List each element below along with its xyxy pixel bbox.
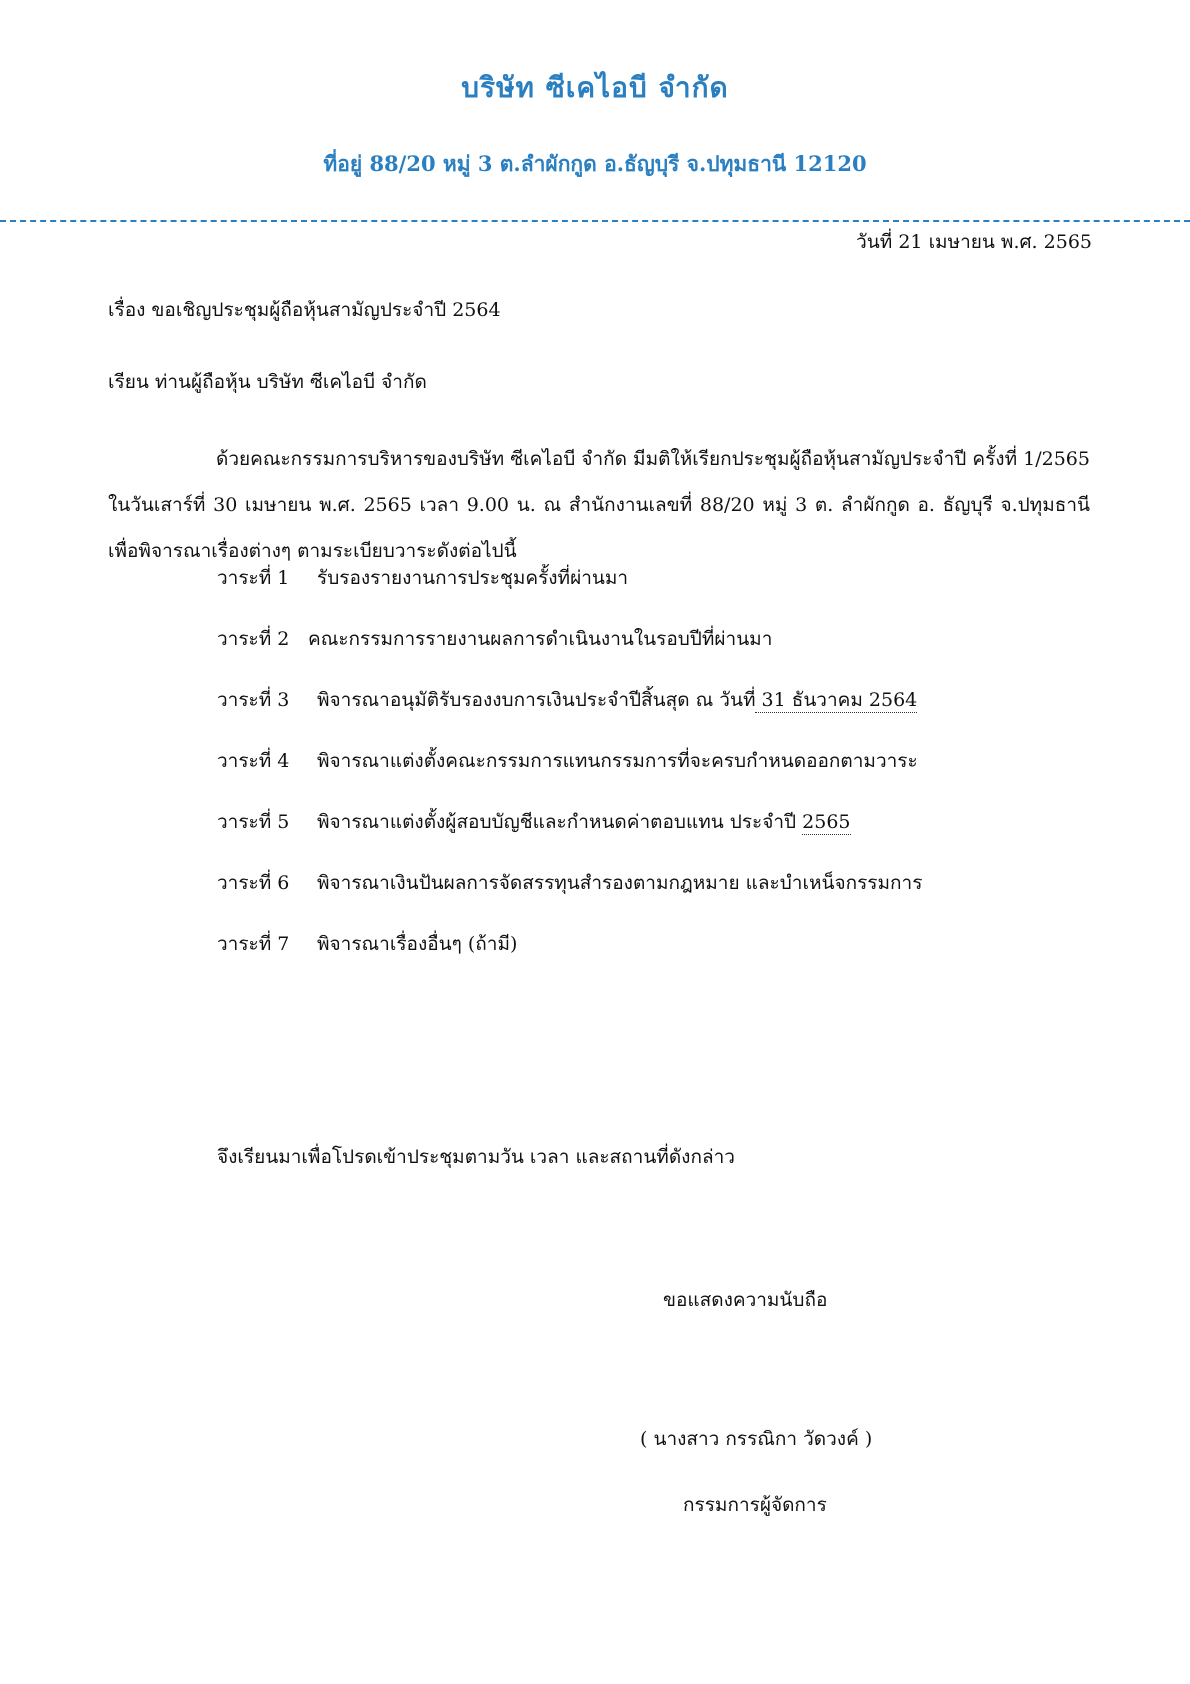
agenda-text: รับรองรายงานการประชุมครั้งที่ผ่านมา: [317, 567, 629, 589]
signer-name: ( นางสาว กรรณิกา วัดวงค์ ): [640, 1428, 873, 1450]
agenda-number: วาระที่ 7: [217, 933, 290, 955]
agenda-item-4: [217, 746, 918, 776]
agenda-text: พิจารณาแต่งตั้งผู้สอบบัญชีและกำหนดค่าตอบแทน ประจำปี: [317, 811, 803, 833]
closing-line: จึงเรียนมาเพื่อโปรดเข้าประชุมตามวัน เวลา และสถานที่ดังกล่าว: [217, 1146, 735, 1168]
agenda-year-underlined: 2565: [802, 811, 851, 833]
signer-title: กรรมการผู้จัดการ: [683, 1494, 827, 1516]
agenda-text: พิจารณาเงินปันผลการจัดสรรทุนสำรองตามกฎหมาย และบำเหน็จกรรมการ: [317, 872, 923, 894]
header-divider: [0, 220, 1190, 222]
agenda-item-1: [217, 563, 628, 593]
letter-recipient: เรียน ท่านผู้ถือหุ้น บริษัท ซีเคไอบี จำกัด: [108, 371, 427, 393]
agenda-item-5: [217, 807, 851, 837]
regards: ขอแสดงความนับถือ: [663, 1289, 828, 1311]
agenda-text: พิจารณาอนุมัติรับรองงบการเงินประจำปีสิ้นสุด ณ วันที่: [317, 689, 756, 711]
agenda-number: วาระที่ 2: [217, 628, 290, 650]
agenda-text: คณะกรรมการรายงานผลการดำเนินงานในรอบปีที่ผ่านมา: [308, 628, 773, 650]
agenda-number: วาระที่ 4: [217, 750, 290, 772]
company-address: ที่อยู่ 88/20 หมู่ 3 ต.ลำผักกูด อ.ธัญบุรี จ.ปทุมธานี 12120: [323, 151, 867, 176]
agenda-item-6: [217, 868, 922, 898]
letter-date: วันที่ 21 เมษายน พ.ศ. 2565: [856, 231, 1092, 253]
agenda-item-3: [217, 685, 917, 715]
body-paragraph: ด้วยคณะกรรมการบริหารของบริษัท ซีเคไอบี จำกัด มีมติให้เรียกประชุมผู้ถือหุ้นสามัญประจำปี ครั้งที่ 1/2565 ในวันเสาร์ที่ 30 เมษายน พ.ศ. 2565 เวลา 9.00 น. ณ สำนักงานเลขที่ 88/20 หมู่ 3 ต. ลำผักกูด อ. ธัญบุรี จ.ปทุมธานี เพื่อพิจารณาเรื่องต่างๆ ตามระเบียบวาระดังต่อไปนี้: [108, 448, 1090, 562]
letter-subject: เรื่อง ขอเชิญประชุมผู้ถือหุ้นสามัญประจำปี 2564: [108, 299, 501, 321]
agenda-text: พิจารณาแต่งตั้งคณะกรรมการแทนกรรมการที่จะครบกำหนดออกตามวาระ: [317, 750, 918, 772]
agenda-number: วาระที่ 3: [217, 689, 290, 711]
agenda-text: พิจารณาเรื่องอื่นๆ (ถ้ามี): [317, 933, 518, 955]
company-name: บริษัท ซีเคไอบี จำกัด: [461, 71, 729, 104]
agenda-number: วาระที่ 5: [217, 811, 290, 833]
agenda-item-7: [217, 929, 517, 959]
agenda-number: วาระที่ 1: [217, 567, 290, 589]
agenda-number: วาระที่ 6: [217, 872, 290, 894]
agenda-item-2: [217, 624, 772, 654]
agenda-date-underlined: 31 ธันวาคม 2564: [755, 689, 918, 711]
